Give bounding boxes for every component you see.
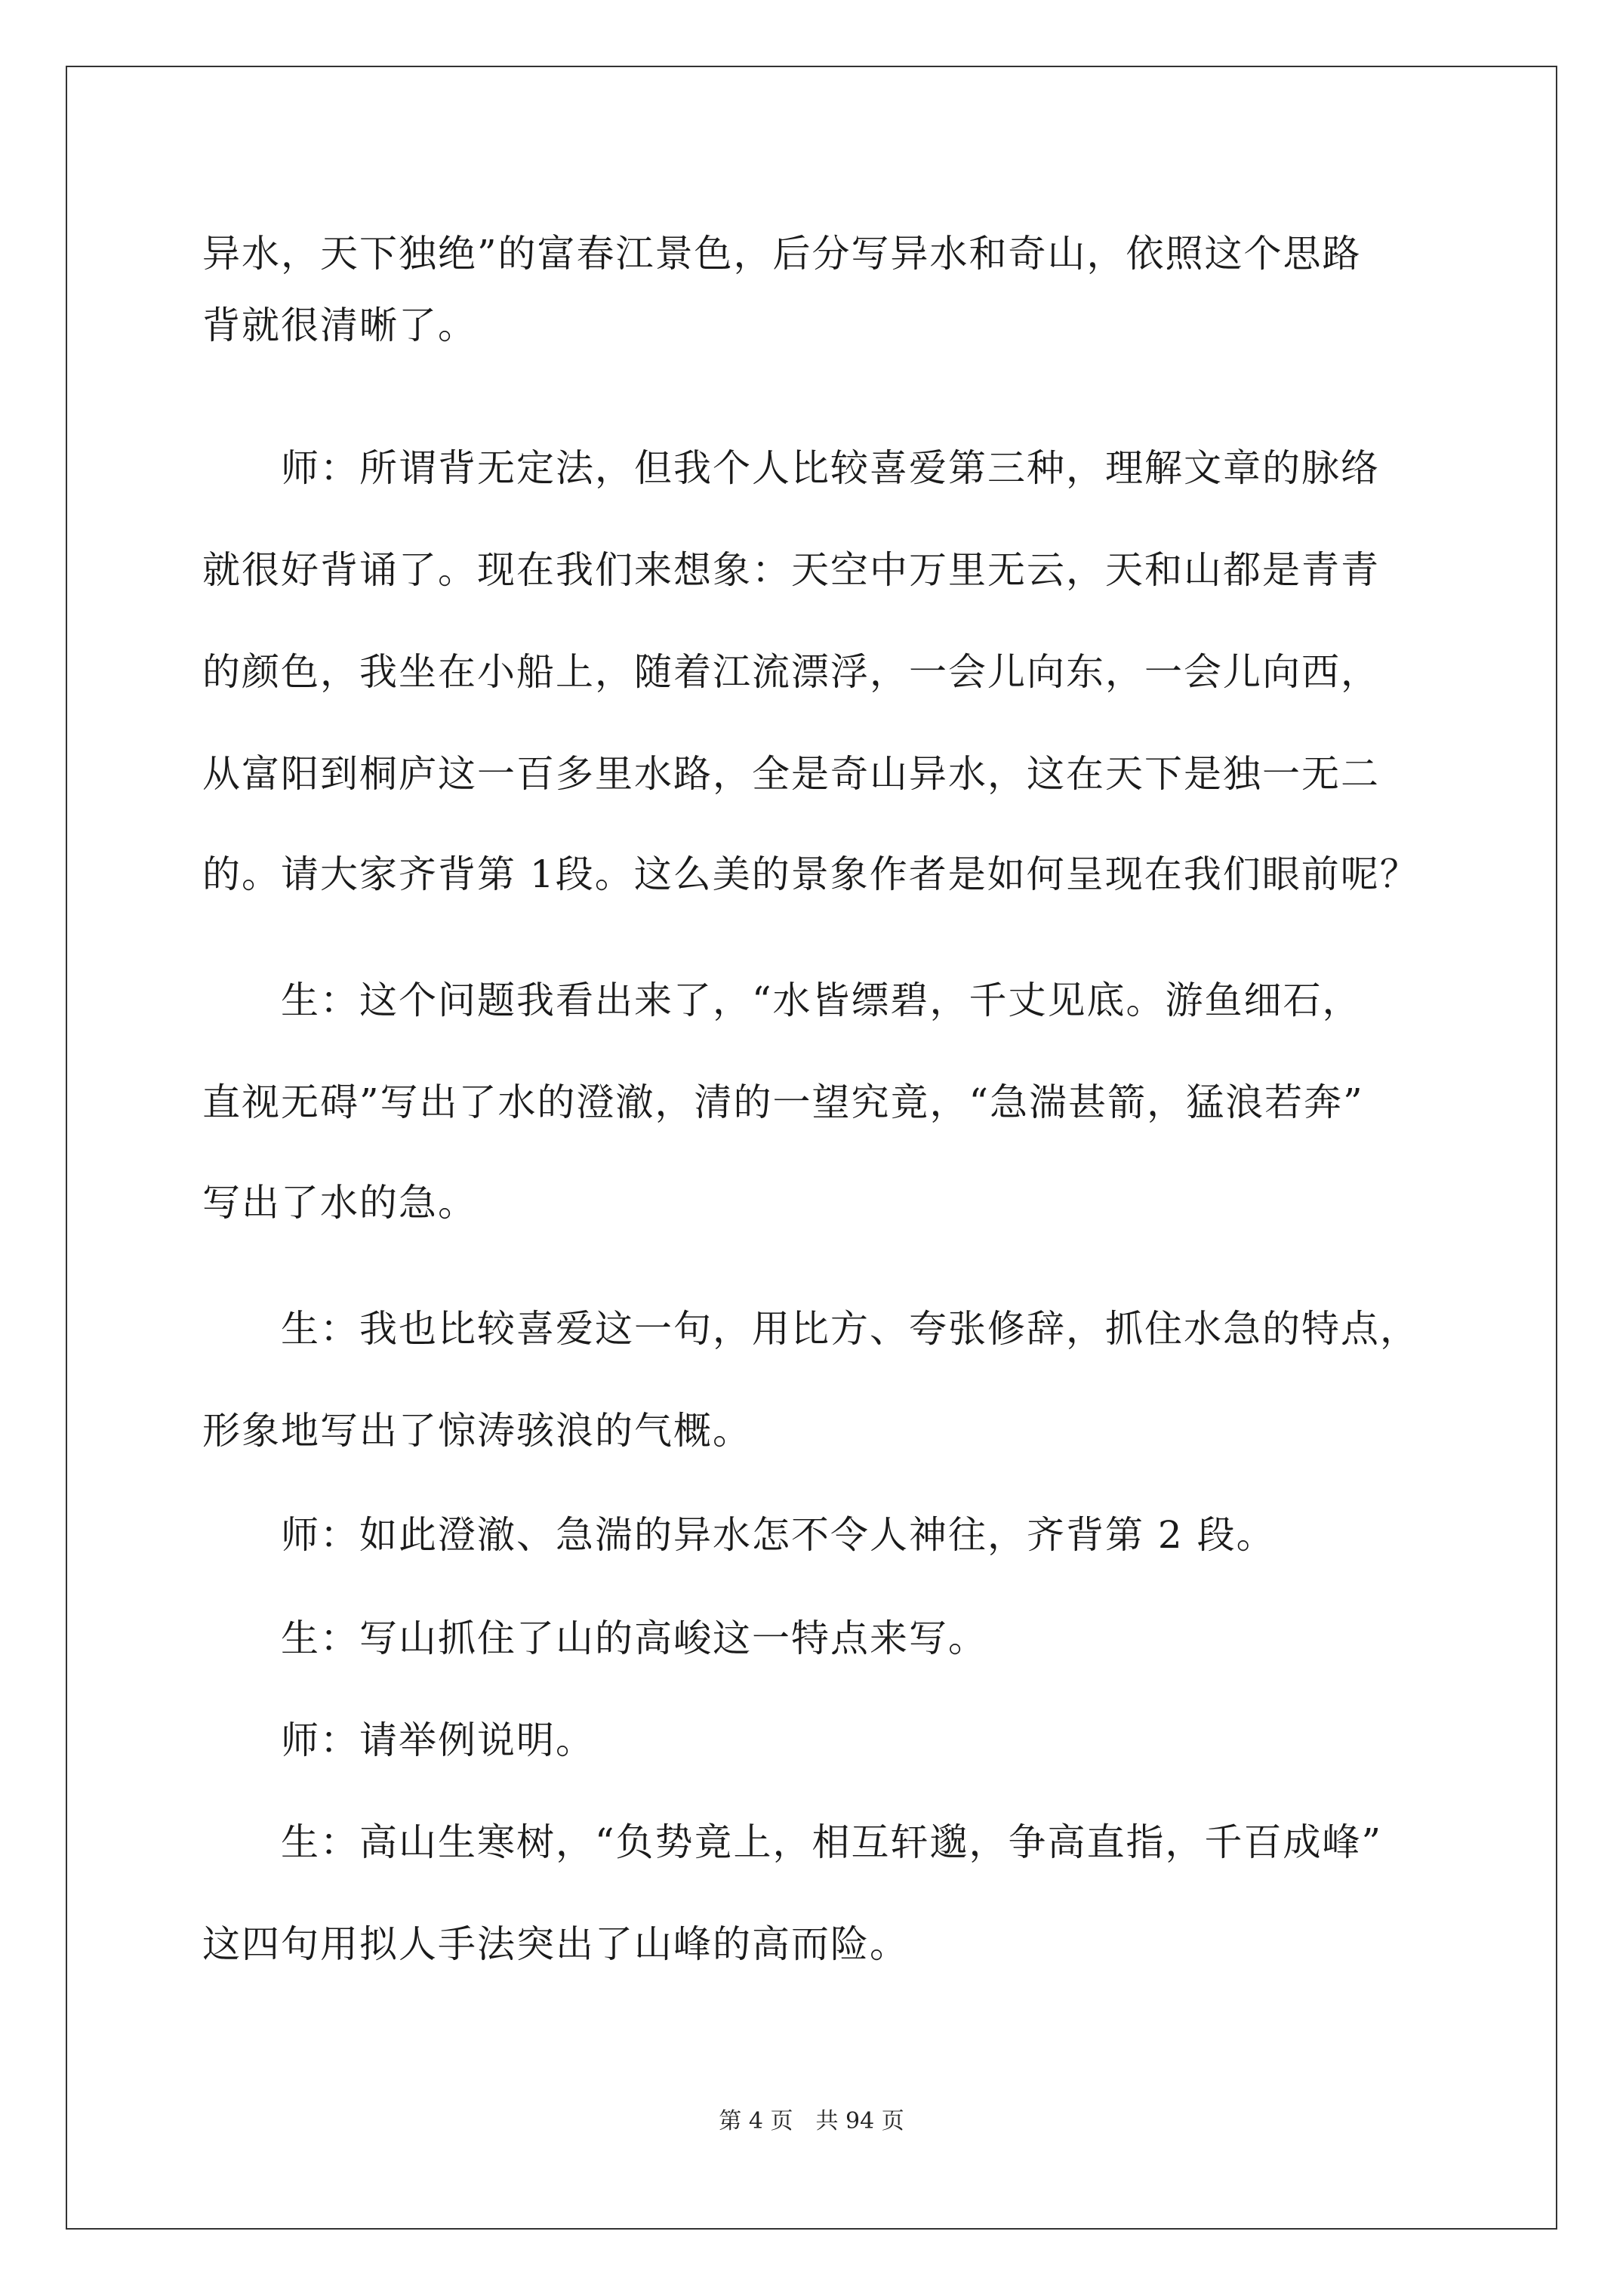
paragraph-start: 师：所谓背无定法，但我个人比较喜爱第三种，理解文章的脉络 — [281, 446, 1380, 490]
text-line: 就很好背诵了。现在我们来想象：天空中万里无云，天和山都是青青 — [202, 548, 1380, 592]
paragraph-start: 师：请举例说明。 — [281, 1718, 595, 1762]
page-number-footer: 第 4 页 共 94 页 — [719, 2108, 904, 2134]
text-line: 异水，天下独绝”的富春江景色，后分写异水和奇山，依照这个思路 — [202, 232, 1362, 276]
text-line: 的颜色，我坐在小船上，随着江流漂浮，一会儿向东，一会儿向西， — [202, 650, 1380, 694]
text-line: 背就很清晰了。 — [202, 304, 477, 347]
paragraph-start: 生：我也比较喜爱这一句，用比方、夸张修辞，抓住水急的特点， — [281, 1307, 1419, 1351]
text-line: 的。请大家齐背第 1段。这么美的景象作者是如何呈现在我们眼前呢？ — [202, 852, 1419, 896]
text-line: 直视无碍”写出了水的澄澈，清的一望究竟，“急湍甚箭，猛浪若奔” — [202, 1080, 1364, 1124]
text-line: 形象地写出了惊涛骇浪的气概。 — [202, 1409, 752, 1453]
text-line: 写出了水的急。 — [202, 1181, 477, 1225]
text-line: 这四句用拟人手法突出了山峰的高而险。 — [202, 1922, 909, 1966]
paragraph-start: 生：高山生寒树，“负势竟上，相互轩邈，争高直指，千百成峰” — [281, 1820, 1383, 1864]
paragraph-start: 师：如此澄澈、急湍的异水怎不令人神往，齐背第 2 段。 — [281, 1513, 1276, 1557]
paragraph-start: 生：写山抓住了山的高峻这一特点来写。 — [281, 1616, 987, 1660]
page-border — [66, 66, 1557, 2230]
paragraph-start: 生：这个问题我看出来了，“水皆缥碧，千丈见底。游鱼细石， — [281, 978, 1362, 1022]
text-line: 从富阳到桐庐这一百多里水路，全是奇山异水，这在天下是独一无二 — [202, 752, 1380, 796]
